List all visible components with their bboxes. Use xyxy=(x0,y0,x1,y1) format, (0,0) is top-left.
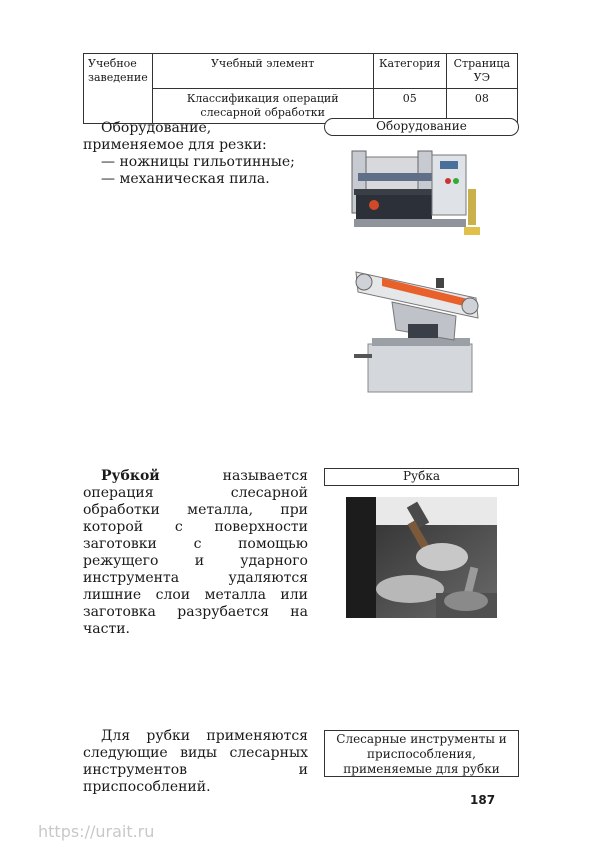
band-saw-image xyxy=(352,258,492,398)
list-item-guillotine: — ножницы гильотинные; xyxy=(101,154,295,170)
page-value: 08 xyxy=(446,89,517,124)
watermark-link[interactable]: https://urait.ru xyxy=(38,822,155,841)
page-number: 187 xyxy=(470,793,496,807)
tools-box: Слесарные инструменты и приспособления, применяемые для рубки xyxy=(324,730,519,777)
category-value: 05 xyxy=(373,89,446,124)
cutting-intro: Оборудование, применяемое для резки: xyxy=(83,120,267,153)
list-item-saw: — механическая пила. xyxy=(101,171,270,187)
tools-text: Для рубки применяются следующие виды слесарных инструментов и приспособлений. xyxy=(83,728,308,795)
page-header: Страница УЭ xyxy=(446,54,517,89)
guillotine-shears-image xyxy=(348,145,490,245)
cutting-equipment-text xyxy=(83,120,311,188)
element-value: Классификация операций слесарной обработки xyxy=(152,89,373,124)
institution-header: Учебное заведение xyxy=(84,54,153,124)
chopping-photo-image xyxy=(346,497,497,618)
category-header: Категория xyxy=(373,54,446,89)
chopping-definition xyxy=(83,468,308,638)
chopping-term: Рубкой xyxy=(101,468,160,484)
header-table xyxy=(83,53,518,124)
chopping-definition-text: называется операция слесарной обработки металла, при которой с поверхности заготовки с помощью режущего и ударного инструмента удаляются лишние слои металла или заготовка разрубается на части. xyxy=(83,468,308,637)
chopping-box: Рубка xyxy=(324,468,519,486)
element-header: Учебный элемент xyxy=(152,54,373,89)
equipment-box: Оборудование xyxy=(324,118,519,136)
